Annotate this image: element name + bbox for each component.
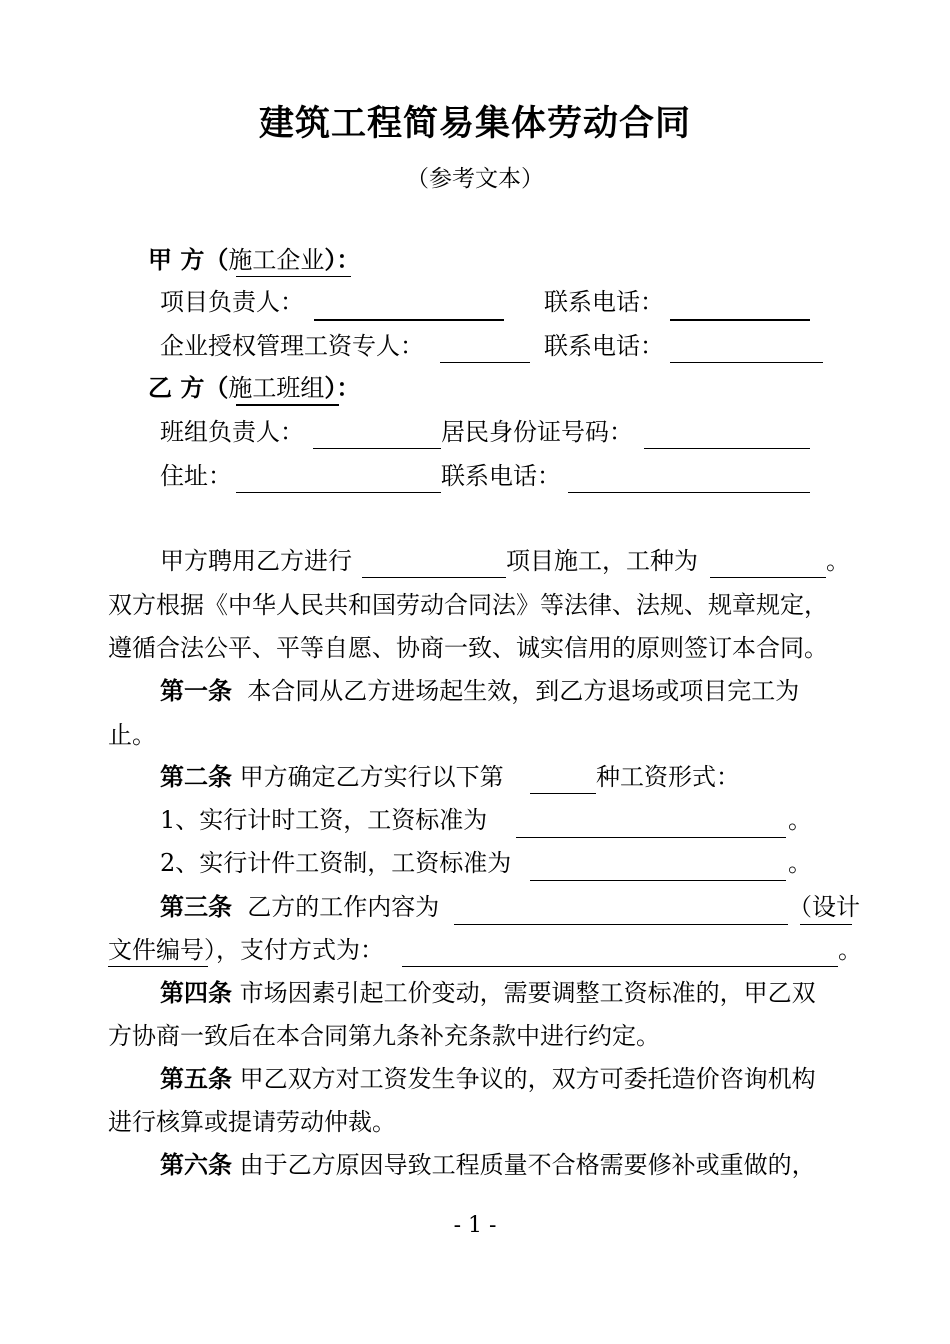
piece-wage-field[interactable]	[530, 880, 786, 881]
article-2-text-a: 甲方确定乙方实行以下第	[239, 763, 504, 791]
page-number: - 1 -	[453, 1213, 497, 1238]
design-doc-underline-a	[800, 924, 852, 925]
party-a-phone-field-1[interactable]	[670, 319, 810, 321]
intro-text-5: 遵循合法公平、平等自愿、协商一致、诚实信用的原则签订本合同。	[108, 634, 828, 662]
article-4-text: 市场因素引起工价变动，需要调整工资标准的，甲乙双	[239, 979, 816, 1007]
intro-text-1: 甲方聘用乙方进行	[160, 547, 352, 575]
wage-option-2-end: 。	[788, 849, 812, 877]
article-5-line-2: 进行核算或提请劳动仲裁。	[108, 1108, 396, 1136]
party-b-label: 乙 方（	[148, 373, 229, 402]
party-b-leader-label: 班组负责人：	[160, 418, 304, 446]
party-b-phone-label: 联系电话：	[441, 462, 561, 490]
party-b-name: 施工班组	[228, 374, 325, 402]
article-3-end: 。	[838, 936, 862, 964]
party-b-name-underline	[236, 404, 339, 406]
article-5-heading: 第五条	[160, 1064, 232, 1093]
party-a-label: 甲 方（	[148, 245, 229, 274]
party-a-phone-field-2[interactable]	[670, 362, 823, 363]
article-3-heading: 第三条	[160, 892, 232, 921]
intro-text-2: 项目施工，工种为	[506, 547, 698, 575]
design-doc-underline-b	[108, 966, 208, 967]
party-b-address-field[interactable]	[236, 492, 441, 493]
wage-option-2: 2、实行计件工资制，工资标准为	[160, 849, 512, 877]
party-b-address-label: 住址：	[160, 462, 232, 490]
party-b-id-label: 居民身份证号码：	[441, 418, 633, 446]
article-6-heading: 第六条	[160, 1150, 232, 1179]
article-3-paren-open: （设计	[788, 893, 860, 921]
design-doc-label-a: 设计	[812, 893, 860, 921]
article-4-heading: 第四条	[160, 978, 232, 1007]
party-b-phone-field[interactable]	[568, 492, 810, 493]
document-subtitle: （参考文本）	[406, 166, 544, 192]
party-a-wage-agent-label: 企业授权管理工资专人：	[160, 332, 424, 360]
article-2-line-1	[160, 762, 504, 791]
payment-method-field[interactable]	[402, 966, 838, 967]
party-b-line	[148, 373, 361, 402]
document-title: 建筑工程简易集体劳动合同	[258, 104, 691, 144]
article-6-text: 由于乙方原因导致工程质量不合格需要修补或重做的，	[239, 1151, 816, 1179]
party-a-manager-field[interactable]	[314, 319, 504, 321]
article-1-line-2: 止。	[108, 721, 156, 749]
article-3-payment-label: ），支付方式为：	[204, 936, 384, 964]
party-b-id-field[interactable]	[644, 448, 810, 449]
article-1-text: 本合同从乙方进场起生效，到乙方退场或项目完工为	[247, 677, 800, 705]
article-4-line-1	[160, 978, 816, 1007]
party-a-wage-agent-field[interactable]	[440, 362, 530, 363]
party-b-leader-field[interactable]	[313, 448, 441, 449]
party-a-name: 施工企业	[228, 246, 325, 274]
article-2-heading: 第二条	[160, 762, 232, 791]
wage-option-1: 1、实行计时工资，工资标准为	[160, 806, 488, 834]
article-3-line-1	[160, 892, 440, 921]
article-5-text: 甲乙双方对工资发生争议的，双方可委托造价咨询机构	[239, 1065, 816, 1093]
article-2-text-b: 种工资形式：	[596, 763, 740, 791]
article-6-line-1	[160, 1150, 816, 1179]
intro-text-3: 。	[826, 547, 850, 575]
party-b-close: ）：	[324, 373, 361, 402]
article-5-line-1	[160, 1064, 816, 1093]
party-a-name-underline	[236, 276, 351, 277]
party-a-manager-label: 项目负责人：	[160, 288, 304, 316]
project-name-field[interactable]	[362, 577, 506, 578]
intro-text-4: 双方根据《中华人民共和国劳动合同法》等法律、法规、规章规定，	[108, 591, 828, 619]
party-a-phone-label-1: 联系电话：	[544, 288, 664, 316]
wage-type-number-field[interactable]	[530, 793, 596, 794]
article-4-line-2: 方协商一致后在本合同第九条补充条款中进行约定。	[108, 1022, 660, 1050]
hourly-wage-field[interactable]	[516, 837, 786, 838]
article-1-heading: 第一条	[160, 676, 232, 705]
trade-type-field[interactable]	[710, 577, 826, 578]
work-content-field[interactable]	[454, 924, 788, 925]
article-3-line-2	[108, 938, 384, 962]
design-doc-label-b: 文件编号	[108, 936, 204, 964]
article-3-text-a: 乙方的工作内容为	[247, 893, 440, 921]
wage-option-1-end: 。	[788, 806, 812, 834]
party-a-line	[148, 245, 361, 274]
article-1-line-1	[160, 676, 800, 705]
party-a-phone-label-2: 联系电话：	[544, 332, 664, 360]
party-a-close: ）：	[324, 245, 361, 274]
